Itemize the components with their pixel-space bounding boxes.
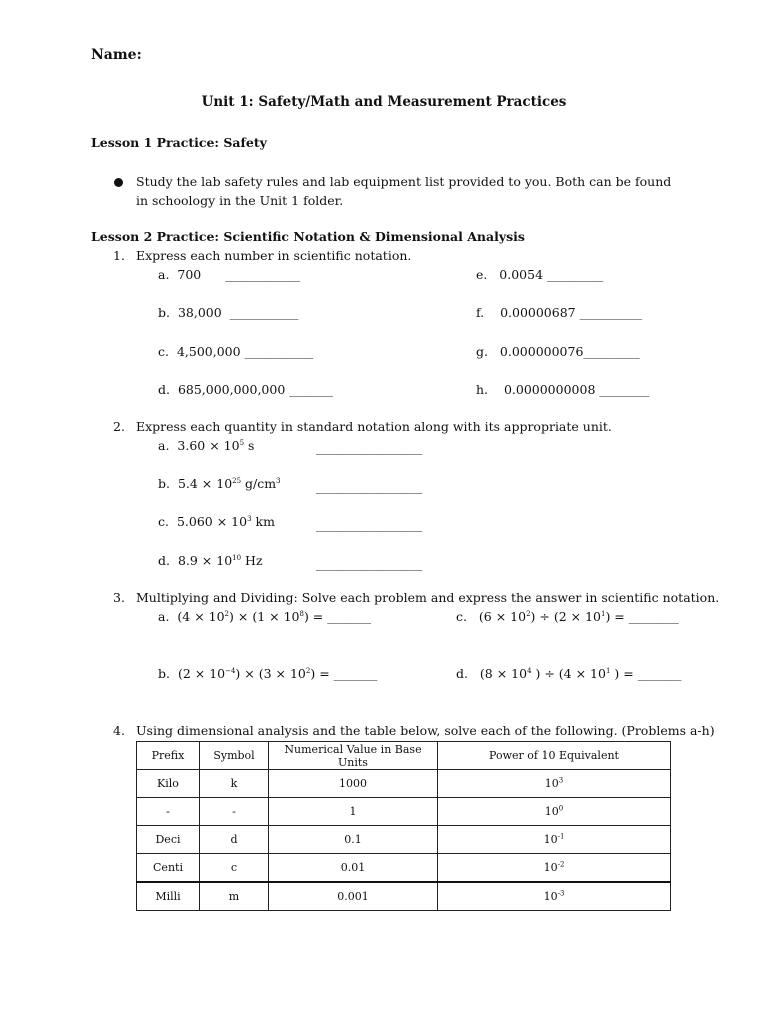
q1-blank-b: ___________ xyxy=(229,305,299,320)
q1-item-g: g. 0.000000076_________ xyxy=(476,344,640,359)
q2-blank-c: _________________ xyxy=(316,517,423,532)
lesson1-bullet-text: Study the lab safety rules and lab equipment list provided to you. Both can be found in schoology in the Unit 1 folder. xyxy=(136,174,672,208)
table-header-row xyxy=(137,742,671,770)
q1-item-b: b. 38,000 ___________ xyxy=(158,305,299,320)
q1-blank-c: ___________ xyxy=(244,344,314,359)
name-label: Name: xyxy=(91,47,142,63)
q1-blank-e: _________ xyxy=(547,267,604,282)
q3-item-d: d. ($8 \times 10^4$ ) ÷ ($4 \times 10^1$ ) = _______ xyxy=(456,666,682,681)
lesson1-heading: Lesson 1 Practice: Safety xyxy=(91,135,267,150)
q2-prompt: Express each quantity in standard notation along with its appropriate unit. xyxy=(136,419,612,434)
table-cell-power: $10^{-3}$ xyxy=(438,882,671,911)
table-row xyxy=(137,854,671,883)
q1-blank-d: _______ xyxy=(289,382,334,397)
prefix-table xyxy=(136,741,671,911)
q2-blank-b: _________________ xyxy=(316,479,423,494)
q1-item-a: a. 700 ____________ xyxy=(158,267,301,282)
q1-item-d: d. 685,000,000,000 _______ xyxy=(158,382,334,397)
table-header: Symbol xyxy=(200,742,269,770)
q1-item-c: c. 4,500,000 ___________ xyxy=(158,344,314,359)
q1-item-f: f. 0.00000687 __________ xyxy=(476,305,643,320)
table-cell-symbol: c xyxy=(200,854,269,883)
table-cell-prefix: Deci xyxy=(137,826,200,854)
table-cell-symbol: - xyxy=(200,798,269,826)
table-row xyxy=(137,882,671,911)
q1-number: 1. xyxy=(113,248,125,263)
q3-prompt: Multiplying and Dividing: Solve each problem and express the answer in scientific notation. xyxy=(136,590,720,605)
table-cell-power: $10^0$ xyxy=(438,798,671,826)
q3-number: 3. xyxy=(113,590,125,605)
table-row xyxy=(137,826,671,854)
q1-item-h: h. 0.0000000008 ________ xyxy=(476,382,650,397)
table-cell-symbol: k xyxy=(200,770,269,798)
table-cell-value: 0.1 xyxy=(269,826,438,854)
table-row xyxy=(137,770,671,798)
bullet-icon xyxy=(114,178,123,187)
table-cell-power: $10^{-1}$ xyxy=(438,826,671,854)
q2-item-a: a. $3.60 \times 10^5$ s xyxy=(158,438,255,453)
table-header: Numerical Value in Base Units xyxy=(269,742,438,770)
q1-prompt: Express each number in scientific notation. xyxy=(136,248,412,263)
table-cell-prefix: Centi xyxy=(137,854,200,883)
q3-item-a: a. $(4 \times 10^2) \times (1 \times 10^8)$ = _______ xyxy=(158,609,371,624)
q2-item-c: c. $5.060 \times 10^3$ km xyxy=(158,514,275,529)
table-cell-prefix: Milli xyxy=(137,882,200,911)
lesson2-heading: Lesson 2 Practice: Scientific Notation & Dimensional Analysis xyxy=(91,229,525,244)
q4-prompt: Using dimensional analysis and the table below, solve each of the following. (Problems a-h) xyxy=(136,723,715,738)
table-cell-value: 0.01 xyxy=(269,854,438,883)
table-cell-symbol: m xyxy=(200,882,269,911)
q2-blank-a: _________________ xyxy=(316,440,423,455)
q2-item-b: b. $5.4 \times 10^{25}$ $g/cm^3$ xyxy=(158,476,281,491)
table-header: Power of 10 Equivalent xyxy=(438,742,671,770)
q4-number: 4. xyxy=(113,723,125,738)
q1-blank-h: ________ xyxy=(599,382,650,397)
table-cell-power: $10^{-2}$ xyxy=(438,854,671,883)
q2-number: 2. xyxy=(113,419,125,434)
q1-blank-a: ____________ xyxy=(225,267,301,282)
table-cell-value: 1000 xyxy=(269,770,438,798)
page-title: Unit 1: Safety/Math and Measurement Practices xyxy=(201,94,567,110)
table-cell-power: $10^3$ xyxy=(438,770,671,798)
table-cell-prefix: Kilo xyxy=(137,770,200,798)
q2-blank-d: _________________ xyxy=(316,556,423,571)
table-header: Prefix xyxy=(137,742,200,770)
q2-item-d: d. $8.9 \times 10^{10}$ Hz xyxy=(158,553,263,568)
q1-blank-f: __________ xyxy=(579,305,643,320)
table-row xyxy=(137,798,671,826)
q1-blank-g: _________ xyxy=(583,344,640,359)
table-cell-symbol: d xyxy=(200,826,269,854)
q3-item-b: b. $(2 \times 10^{-4}) \times (3 \times 10^2)$ = _______ xyxy=(158,666,378,681)
table-cell-value: 1 xyxy=(269,798,438,826)
q3-item-c: c. $(6 \times 10^2) \div (2 \times 10^1)$ = ________ xyxy=(456,609,679,624)
table-cell-value: 0.001 xyxy=(269,882,438,911)
table-cell-prefix: - xyxy=(137,798,200,826)
q1-item-e: e. 0.0054 _________ xyxy=(476,267,604,282)
